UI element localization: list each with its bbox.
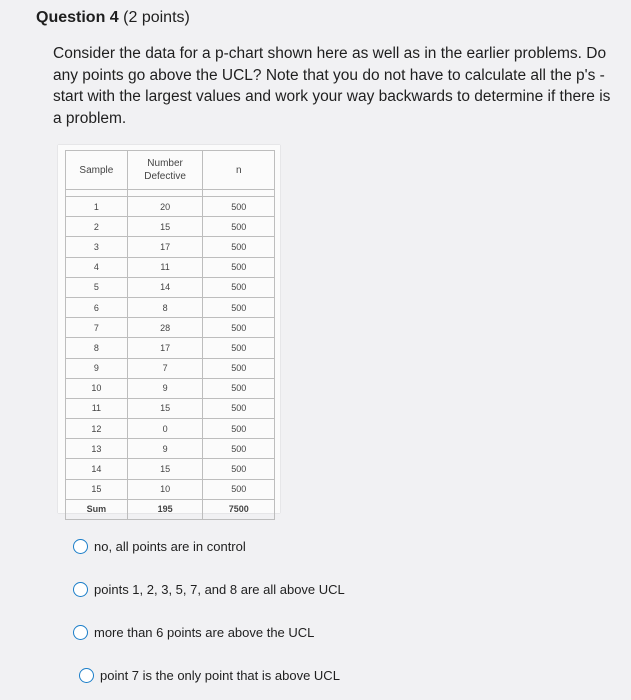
cell-defective: 15	[127, 459, 203, 479]
option-label: point 7 is the only point that is above UCL	[100, 668, 340, 683]
cell-sample: 6	[66, 297, 128, 317]
table-sum-row	[66, 499, 275, 519]
cell-n: 500	[203, 338, 275, 358]
table-row	[66, 297, 275, 317]
radio-button[interactable]	[73, 582, 88, 597]
header-sample: Sample	[66, 151, 128, 190]
cell-defective: 15	[127, 217, 203, 237]
table-row	[66, 257, 275, 277]
radio-button[interactable]	[79, 668, 94, 683]
cell-defective: 8	[127, 297, 203, 317]
table-row	[66, 338, 275, 358]
sum-defective: 195	[127, 499, 203, 519]
option-all-in-control[interactable]	[73, 539, 246, 554]
cell-sample: 1	[66, 197, 128, 217]
table-body	[66, 190, 275, 520]
cell-defective: 15	[127, 398, 203, 418]
header-defective: Number Defective	[127, 151, 203, 190]
header-n: n	[203, 151, 275, 190]
cell-n: 500	[203, 419, 275, 439]
table-spacer-row	[66, 190, 275, 197]
cell-defective: 9	[127, 378, 203, 398]
data-table-image	[58, 145, 280, 513]
cell-defective: 17	[127, 237, 203, 257]
cell-sample: 14	[66, 459, 128, 479]
cell-defective: 9	[127, 439, 203, 459]
question-number: Question 4	[36, 9, 119, 26]
cell-n: 500	[203, 398, 275, 418]
table-row	[66, 217, 275, 237]
table-row	[66, 237, 275, 257]
cell-n: 500	[203, 439, 275, 459]
cell-defective: 0	[127, 419, 203, 439]
table-row	[66, 439, 275, 459]
cell-sample: 3	[66, 237, 128, 257]
cell-n: 500	[203, 459, 275, 479]
table-row	[66, 459, 275, 479]
table-row	[66, 318, 275, 338]
table-row	[66, 358, 275, 378]
radio-button[interactable]	[73, 625, 88, 640]
cell-defective: 11	[127, 257, 203, 277]
pchart-data-table	[65, 150, 275, 520]
option-label: more than 6 points are above the UCL	[94, 625, 315, 640]
cell-n: 500	[203, 378, 275, 398]
cell-n: 500	[203, 237, 275, 257]
question-prompt: Consider the data for a p-chart shown here as well as in the earlier problems. Do any points go above the UCL? Note that you do not have to calculate all the p's - start with the largest values and work your way backwards to determine if there is a problem.	[53, 45, 611, 127]
option-more-than-six[interactable]	[73, 625, 314, 640]
cell-sample: 11	[66, 398, 128, 418]
cell-n: 500	[203, 257, 275, 277]
option-points-above-ucl[interactable]	[73, 582, 345, 597]
cell-defective: 10	[127, 479, 203, 499]
cell-defective: 20	[127, 197, 203, 217]
cell-sample: 12	[66, 419, 128, 439]
table-row	[66, 197, 275, 217]
question-points: (2 points)	[123, 9, 190, 26]
table-row	[66, 277, 275, 297]
cell-n: 500	[203, 197, 275, 217]
cell-sample: 10	[66, 378, 128, 398]
cell-n: 500	[203, 277, 275, 297]
radio-button[interactable]	[73, 539, 88, 554]
option-label: no, all points are in control	[94, 539, 246, 554]
cell-sample: 4	[66, 257, 128, 277]
cell-defective: 7	[127, 358, 203, 378]
cell-n: 500	[203, 217, 275, 237]
cell-sample: 7	[66, 318, 128, 338]
cell-sample: 15	[66, 479, 128, 499]
cell-defective: 28	[127, 318, 203, 338]
cell-sample: 2	[66, 217, 128, 237]
option-point-seven-only[interactable]	[79, 668, 340, 683]
sum-label: Sum	[66, 499, 128, 519]
table-row	[66, 479, 275, 499]
cell-n: 500	[203, 479, 275, 499]
cell-defective: 14	[127, 277, 203, 297]
cell-n: 500	[203, 297, 275, 317]
table-row	[66, 419, 275, 439]
cell-sample: 8	[66, 338, 128, 358]
question-title	[36, 9, 190, 27]
table-row	[66, 398, 275, 418]
table-row	[66, 378, 275, 398]
cell-n: 500	[203, 358, 275, 378]
sum-n: 7500	[203, 499, 275, 519]
option-label: points 1, 2, 3, 5, 7, and 8 are all above UCL	[94, 582, 345, 597]
cell-sample: 13	[66, 439, 128, 459]
cell-n: 500	[203, 318, 275, 338]
cell-sample: 5	[66, 277, 128, 297]
cell-defective: 17	[127, 338, 203, 358]
cell-sample: 9	[66, 358, 128, 378]
